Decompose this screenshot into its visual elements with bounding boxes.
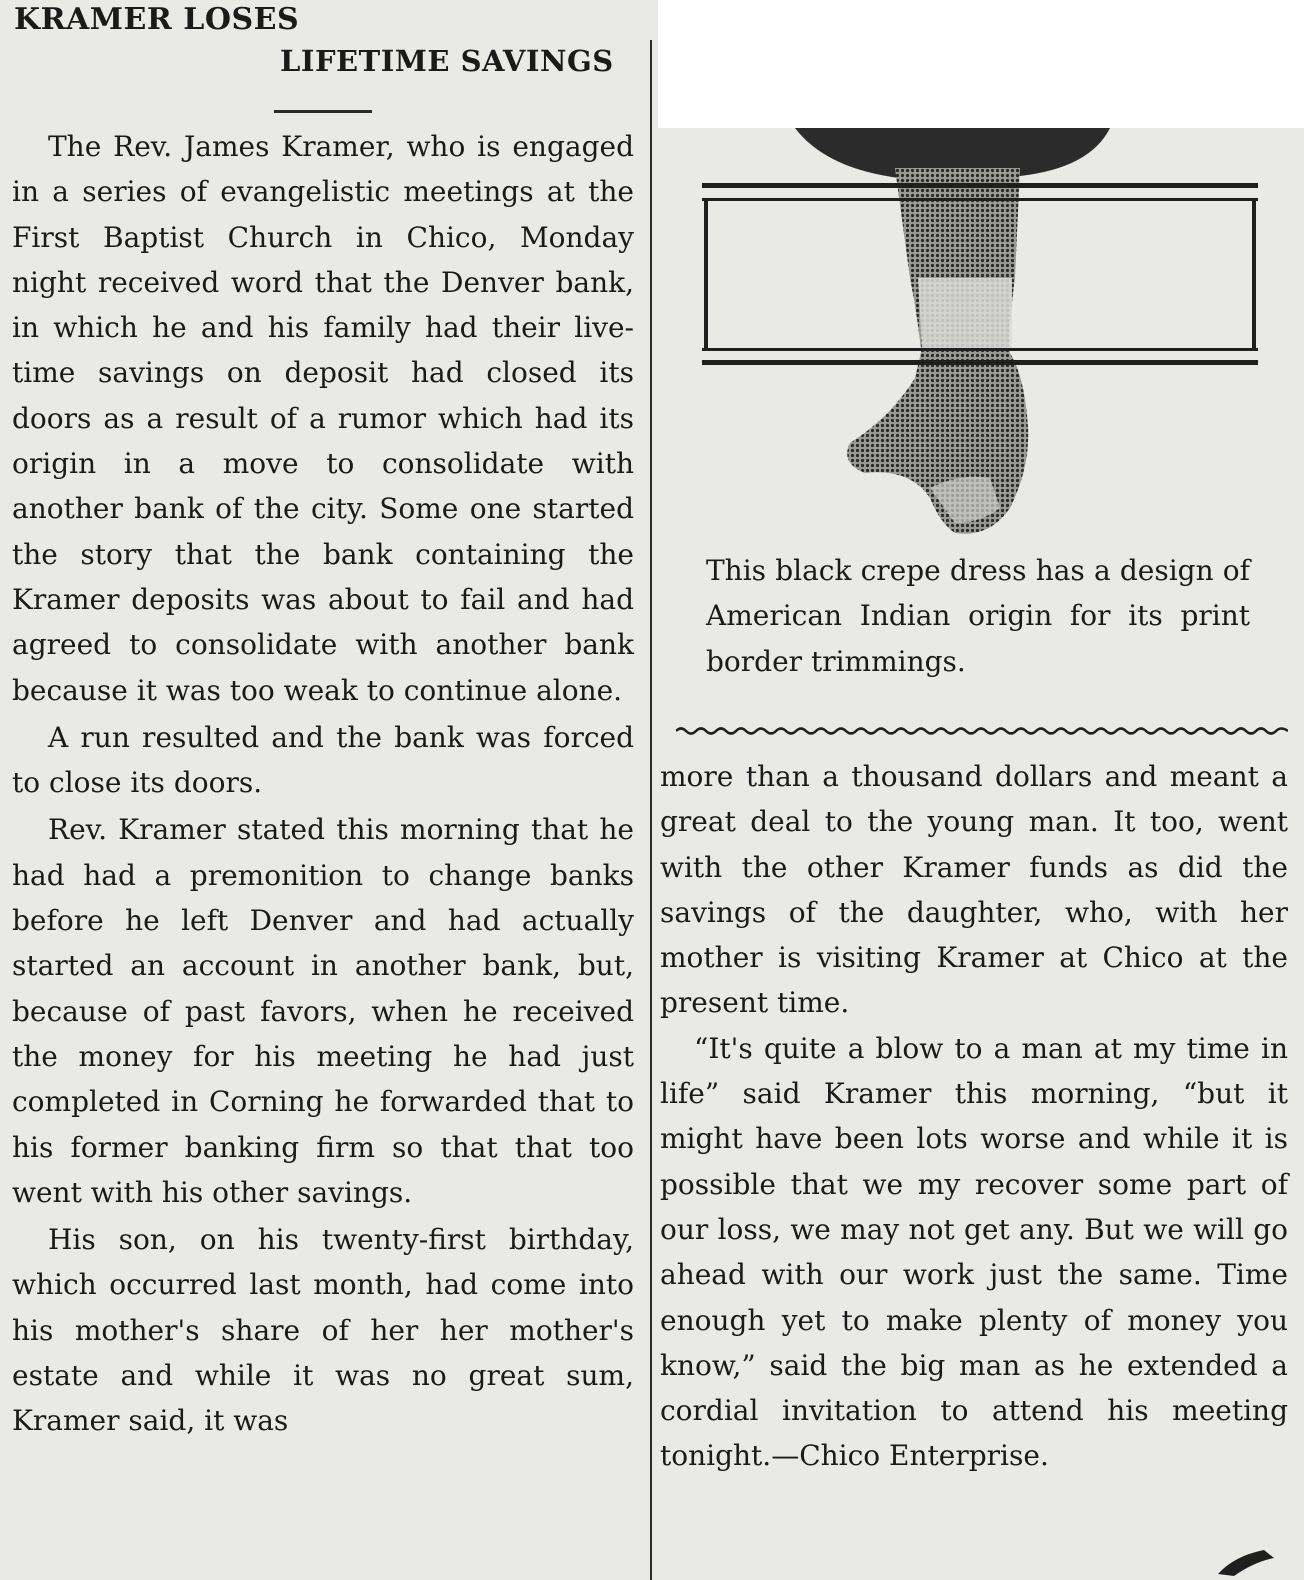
headline-line-2: LIFETIME SAVINGS <box>280 44 614 78</box>
wavy-divider <box>676 724 1288 738</box>
print-smudge <box>1214 1536 1294 1576</box>
article-paragraph: “It's quite a blow to a man at my time in life” said Kramer this morning, “but it might have been lots worse and while it is possible that we my recover some part of our loss, we may not get any. But we will go ahead with our work just the same. Time enough yet to make plenty of money you know,” said the big man as he extended a cordial invitation to attend his meeting tonight.—Chico Enterprise. <box>660 1031 1288 1473</box>
headline-line-1: KRAMER LOSES <box>14 2 300 37</box>
article-paragraph: Rev. Kramer stated this morning that he had had a premonition to change banks before he left Denver and had actually started an account in another bank, but, because of past favors, when he received the money for his meeting he had just completed in Corning he forwarded that to his former banking firm so that that too went with his other savings. <box>12 813 634 1209</box>
caption-text: This black crepe dress has a design of American Indian origin for its print border trimmings. <box>706 554 1250 678</box>
article-paragraph: more than a thousand dollars and meant a great deal to the young man. It too, went with the other Kramer funds as did the savings of the daughter, who, with her mother is visiting Kramer at Chico at the present time. <box>660 760 1288 1020</box>
article-left-column <box>12 124 634 1444</box>
photo-caption <box>706 548 1250 684</box>
column-rule <box>650 40 652 1580</box>
article-paragraph: A run resulted and the bank was forced to close its doors. <box>12 720 634 800</box>
article-paragraph: His son, on his twenty-first birthday, which occurred last month, had come into his mother's share of her her mother's estate and while it was no great sum, Kramer said, it was <box>12 1223 634 1438</box>
article-right-column <box>660 754 1288 1479</box>
article-paragraph: The Rev. James Kramer, who is engaged in a series of evangelistic meetings at the First Baptist Church in Chico, Monday night received word that the Denver bank, in which he and his family had their live-time savings on deposit had closed its doors as a result of a rumor which had its origin in a move to consolidate with another bank of the city. Some one started the story that the bank containing the Kramer deposits was about to fail and had agreed to consolidate with another bank because it was too weak to continue alone. <box>12 130 634 707</box>
dress-photo <box>690 128 1270 548</box>
headline-divider <box>274 110 372 113</box>
